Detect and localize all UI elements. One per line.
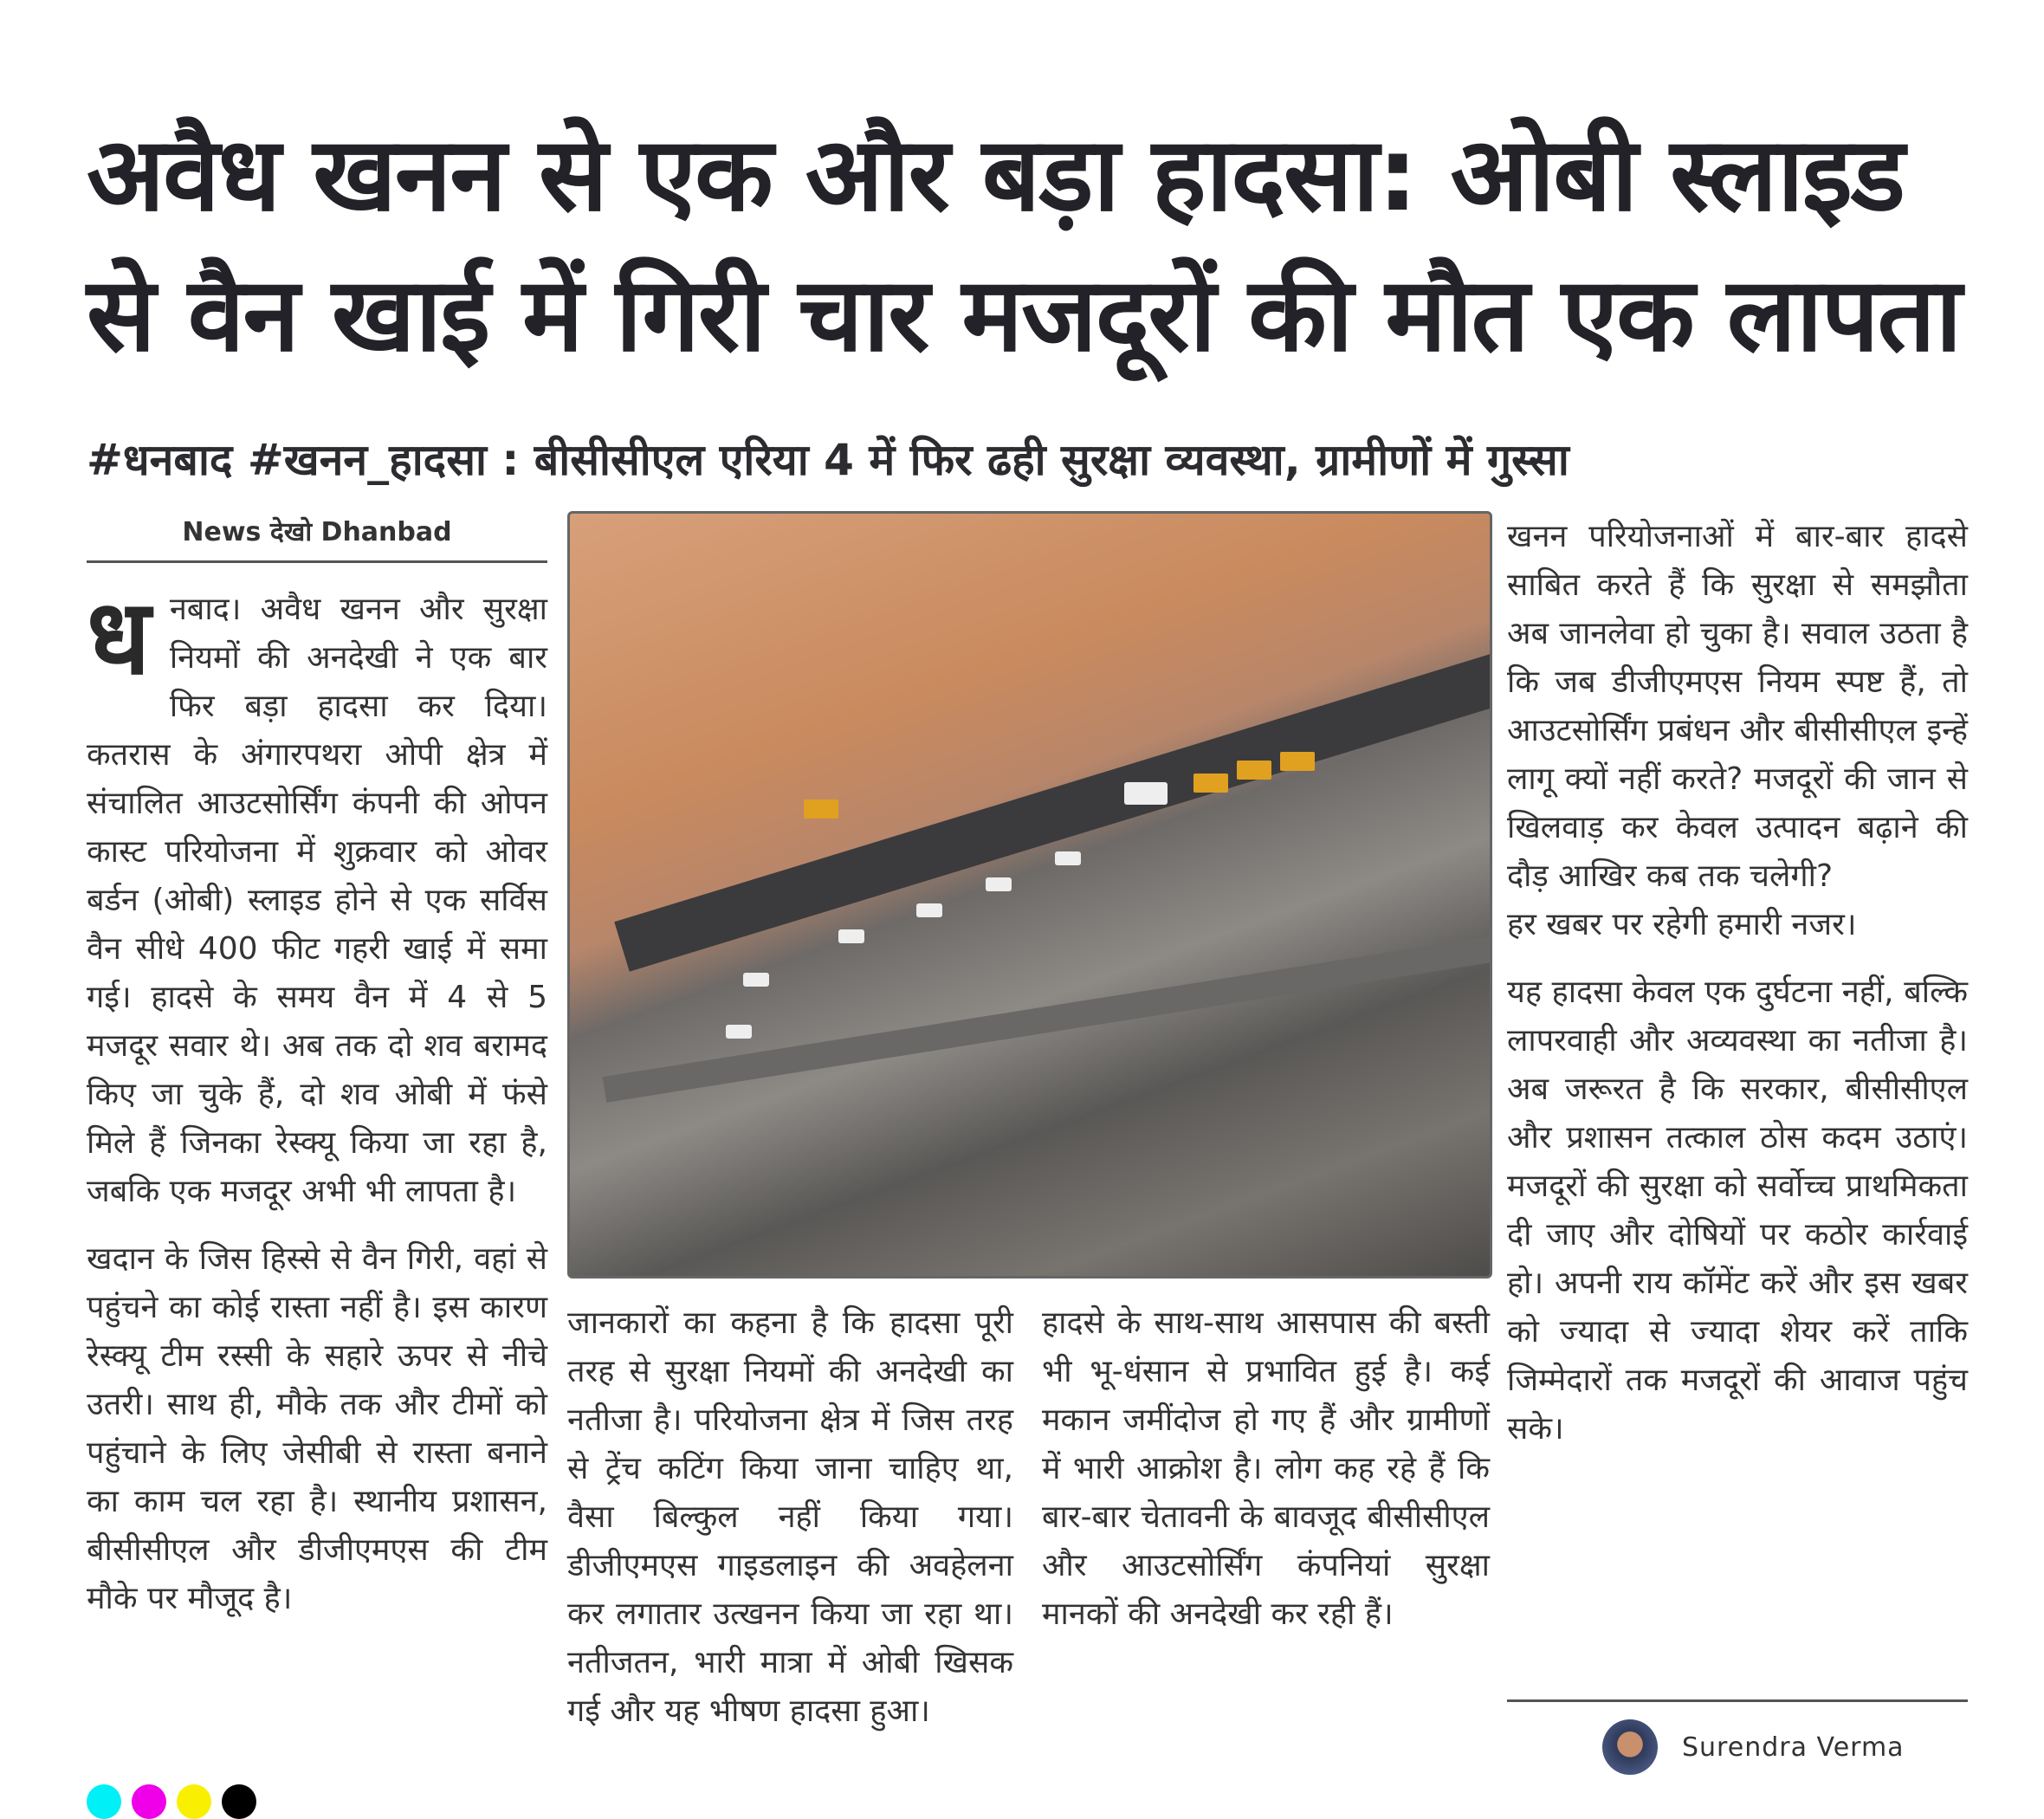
magenta-dot <box>132 1784 166 1819</box>
news-source: News देखो Dhanbad <box>182 517 452 547</box>
photo-truck <box>804 799 838 819</box>
avatar <box>1602 1719 1658 1775</box>
paragraph: हर खबर पर रहेगी हमारी नजर। <box>1507 907 1857 942</box>
photo-vehicle <box>743 973 769 987</box>
column-4 <box>1507 513 1968 1473</box>
photo-vehicle <box>838 929 864 943</box>
print-registration-marks <box>87 1784 256 1819</box>
paragraph: नबाद। अवैध खनन और सुरक्षा नियमों की अनदेखी ने एक बार फिर बड़ा हादसा कर दिया। कतरास के अंगारपथरा ओपी क्षेत्र में संचालित आउटसोर्सिंग कंपनी की ओपन कास्ट परियोजना में शुक्रवार को ओवर बर्डन (ओबी) स्लाइड होने से एक सर्विस वैन सीधे 400 फीट गहरी खाई में समा गई। हादसे के समय वैन में 4 से 5 मजदूर सवार थे। अब तक दो शव बरामद किए जा चुके हैं, दो शव ओबी में फंसे मिले हैं जिनका रेस्क्यू किया जा रहा है, जबकि एक मजदूर अभी भी लापता है। <box>87 592 547 1209</box>
photo-truck <box>1280 752 1315 771</box>
headline: अवैध खनन से एक और बड़ा हादसा: ओबी स्लाइड से वैन खाई में गिरी चार मजदूरों की मौत एक लापता <box>87 114 1961 374</box>
author-byline <box>1602 1719 1905 1775</box>
black-dot <box>222 1784 256 1819</box>
dropcap: ध <box>87 578 151 698</box>
photo-vehicle <box>986 877 1012 891</box>
mine-accident-photo <box>567 511 1492 1278</box>
photo-vehicle <box>1055 851 1081 865</box>
cyan-dot <box>87 1784 121 1819</box>
subheadline: #धनबाद #खनन_हादसा : बीसीसीएल एरिया 4 में फिर ढही सुरक्षा व्यवस्था, ग्रामीणों में गुस्सा <box>87 435 1569 485</box>
column-1 <box>87 578 547 1642</box>
paragraph: यह हादसा केवल एक दुर्घटना नहीं, बल्कि लापरवाही और अव्यवस्था का नतीजा है। अब जरूरत है कि सरकार, बीसीसीएल और प्रशासन तत्काल ठोस कदम उठाएं। मजदूरों की सुरक्षा को सर्वोच्च प्राथमिकता दी जाए और दोषियों पर कठोर कार्रवाई हो। अपनी राय कॉमेंट करें और इस खबर को ज्यादा से ज्यादा शेयर करें ताकि जिम्मेदारों तक मजदूरों की आवाज पहुंच सके। <box>1507 974 1968 1447</box>
divider <box>87 560 547 563</box>
photo-road <box>614 644 1492 972</box>
photo-road <box>603 928 1492 1103</box>
column-2 <box>567 1299 1013 1755</box>
paragraph: खनन परियोजनाओं में बार-बार हादसे साबित करते हैं कि सुरक्षा से समझौता अब जानलेवा हो चुका है। सवाल उठता है कि जब डीजीएमएस नियम स्पष्ट हैं, तो आउटसोर्सिंग प्रबंधन और बीसीसीएल इन्हें लागू क्यों नहीं करते? मजदूरों की जान से खिलवाड़ कर केवल उत्पादन बढ़ाने की दौड़ आखिर कब तक चलेगी? <box>1507 519 1968 894</box>
column-3 <box>1042 1299 1490 1658</box>
yellow-dot <box>177 1784 211 1819</box>
photo-vehicle <box>916 903 942 917</box>
photo-truck <box>1237 761 1271 780</box>
photo-vehicle <box>1124 782 1168 805</box>
paragraph: जानकारों का कहना है कि हादसा पूरी तरह से सुरक्षा नियमों की अनदेखी का नतीजा है। परियोजना क्षेत्र में जिस तरह से ट्रेंच कटिंग किया जाना चाहिए था, वैसा बिल्कुल नहीं किया गया। डीजीएमएस गाइडलाइन की अवहेलना कर लगातार उत्खनन किया जा रहा था। नतीजतन, भारी मात्रा में ओबी खिसक गई और यह भीषण हादसा हुआ। <box>567 1305 1013 1729</box>
paragraph: हादसे के साथ-साथ आसपास की बस्ती भी भू-धंसान से प्रभावित हुई है। कई मकान जमींदोज हो गए हैं और ग्रामीणों में भारी आक्रोश है। लोग कह रहे हैं कि बार-बार चेतावनी के बावजूद बीसीसीएल और आउटसोर्सिंग कंपनियां सुरक्षा मानकों की अनदेखी कर रही हैं। <box>1042 1305 1490 1632</box>
author-name: Surendra Verma <box>1682 1732 1905 1763</box>
divider <box>1507 1699 1968 1702</box>
paragraph: खदान के जिस हिस्से से वैन गिरी, वहां से पहुंचने का कोई रास्ता नहीं है। इस कारण रेस्क्यू टीम रस्सी के सहारे ऊपर से नीचे उतरी। साथ ही, मौके तक और टीमों को पहुंचाने के लिए जेसीबी से रास्ता बनाने का काम चल रहा है। स्थानीय प्रशासन, बीसीसीएल और डीजीएमएस की टीम मौके पर मौजूद है। <box>87 1241 547 1616</box>
photo-vehicle <box>726 1025 752 1039</box>
photo-truck <box>1193 774 1228 793</box>
